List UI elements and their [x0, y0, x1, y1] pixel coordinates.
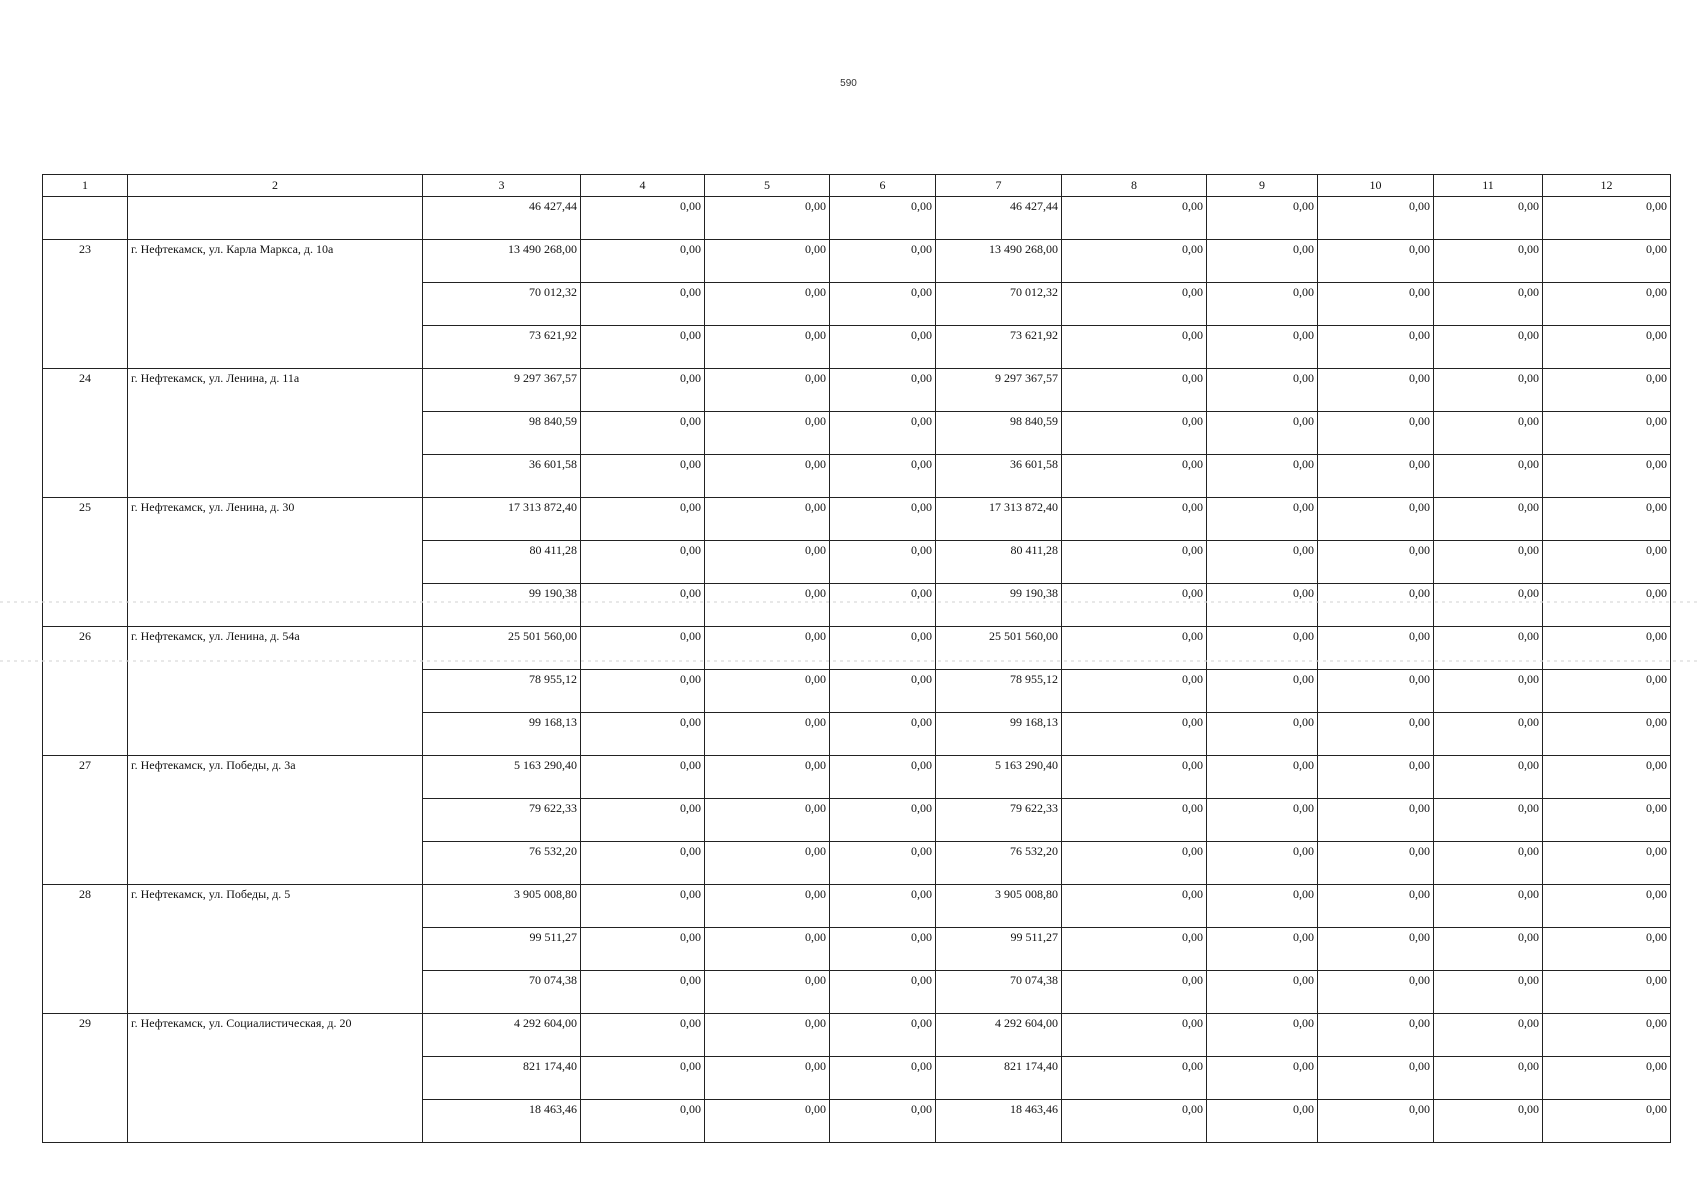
value-cell: 25 501 560,00	[936, 627, 1062, 670]
value-cell: 0,00	[705, 1100, 830, 1143]
value-cell: 0,00	[1434, 455, 1543, 498]
value-cell: 46 427,44	[936, 197, 1062, 240]
value-cell: 0,00	[1062, 1014, 1207, 1057]
scan-artifact	[0, 601, 1697, 603]
value-cell: 0,00	[830, 240, 936, 283]
value-cell: 0,00	[705, 197, 830, 240]
value-cell: 0,00	[1207, 455, 1318, 498]
value-cell: 0,00	[705, 240, 830, 283]
value-cell: 0,00	[1434, 1014, 1543, 1057]
value-cell: 0,00	[1543, 627, 1671, 670]
value-cell: 0,00	[705, 670, 830, 713]
value-cell: 0,00	[1062, 240, 1207, 283]
value-cell: 0,00	[830, 799, 936, 842]
value-cell: 0,00	[1434, 541, 1543, 584]
address-cell: г. Нефтекамск, ул. Победы, д. 5	[128, 885, 423, 1014]
value-cell: 0,00	[1543, 928, 1671, 971]
value-cell: 0,00	[830, 670, 936, 713]
value-cell: 0,00	[1062, 1057, 1207, 1100]
value-cell: 0,00	[1434, 670, 1543, 713]
value-cell: 0,00	[1062, 369, 1207, 412]
value-cell: 0,00	[830, 412, 936, 455]
column-header: 4	[581, 175, 705, 197]
index-cell: 27	[43, 756, 128, 885]
value-cell: 36 601,58	[423, 455, 581, 498]
value-cell: 0,00	[1434, 326, 1543, 369]
value-cell: 0,00	[581, 240, 705, 283]
index-cell	[43, 197, 128, 240]
value-cell: 0,00	[1207, 670, 1318, 713]
value-cell: 18 463,46	[936, 1100, 1062, 1143]
carry-over-row	[43, 197, 1671, 240]
value-cell: 0,00	[1318, 584, 1434, 627]
value-cell: 73 621,92	[423, 326, 581, 369]
value-cell: 46 427,44	[423, 197, 581, 240]
value-cell: 0,00	[830, 326, 936, 369]
column-header: 12	[1543, 175, 1671, 197]
address-cell: г. Нефтекамск, ул. Ленина, д. 11а	[128, 369, 423, 498]
address-cell: г. Нефтекамск, ул. Карла Маркса, д. 10а	[128, 240, 423, 369]
value-cell: 0,00	[1062, 670, 1207, 713]
value-cell: 0,00	[581, 584, 705, 627]
value-cell: 0,00	[830, 1057, 936, 1100]
value-cell: 0,00	[830, 197, 936, 240]
value-cell: 0,00	[1207, 1100, 1318, 1143]
value-cell: 0,00	[1318, 412, 1434, 455]
value-cell: 13 490 268,00	[936, 240, 1062, 283]
value-cell: 0,00	[1207, 799, 1318, 842]
value-cell: 79 622,33	[423, 799, 581, 842]
index-cell: 24	[43, 369, 128, 498]
value-cell: 0,00	[1318, 971, 1434, 1014]
value-cell: 0,00	[1543, 197, 1671, 240]
value-cell: 80 411,28	[423, 541, 581, 584]
value-cell: 0,00	[1207, 1057, 1318, 1100]
value-cell: 0,00	[1543, 1014, 1671, 1057]
value-cell: 0,00	[1434, 283, 1543, 326]
column-header: 9	[1207, 175, 1318, 197]
value-cell: 99 168,13	[936, 713, 1062, 756]
index-cell: 26	[43, 627, 128, 756]
scan-artifact	[0, 660, 1697, 662]
value-cell: 0,00	[830, 369, 936, 412]
value-cell: 0,00	[1207, 240, 1318, 283]
value-cell: 0,00	[1318, 928, 1434, 971]
value-cell: 0,00	[705, 713, 830, 756]
value-cell: 0,00	[1434, 928, 1543, 971]
value-cell: 0,00	[1318, 627, 1434, 670]
index-cell: 25	[43, 498, 128, 627]
value-cell: 0,00	[1318, 498, 1434, 541]
value-cell: 0,00	[581, 1014, 705, 1057]
value-cell: 17 313 872,40	[936, 498, 1062, 541]
value-cell: 0,00	[1318, 885, 1434, 928]
value-cell: 0,00	[705, 627, 830, 670]
column-header: 5	[705, 175, 830, 197]
value-cell: 0,00	[581, 928, 705, 971]
value-cell: 0,00	[830, 455, 936, 498]
value-cell: 78 955,12	[423, 670, 581, 713]
value-cell: 0,00	[1318, 326, 1434, 369]
value-cell: 99 190,38	[936, 584, 1062, 627]
value-cell: 0,00	[1062, 842, 1207, 885]
value-cell: 0,00	[1543, 670, 1671, 713]
address-cell: г. Нефтекамск, ул. Ленина, д. 54а	[128, 627, 423, 756]
value-cell: 0,00	[1434, 842, 1543, 885]
table-row	[43, 369, 1671, 412]
value-cell: 0,00	[705, 412, 830, 455]
value-cell: 70 012,32	[423, 283, 581, 326]
value-cell: 0,00	[1434, 885, 1543, 928]
value-cell: 0,00	[1062, 412, 1207, 455]
value-cell: 79 622,33	[936, 799, 1062, 842]
value-cell: 0,00	[830, 1100, 936, 1143]
value-cell: 0,00	[581, 713, 705, 756]
value-cell: 0,00	[1062, 799, 1207, 842]
value-cell: 99 511,27	[423, 928, 581, 971]
value-cell: 0,00	[1318, 197, 1434, 240]
table-row	[43, 756, 1671, 799]
value-cell: 73 621,92	[936, 326, 1062, 369]
address-cell: г. Нефтекамск, ул. Социалистическая, д. 20	[128, 1014, 423, 1143]
value-cell: 0,00	[1318, 799, 1434, 842]
value-cell: 0,00	[1062, 498, 1207, 541]
value-cell: 0,00	[1543, 369, 1671, 412]
value-cell: 0,00	[705, 756, 830, 799]
value-cell: 98 840,59	[936, 412, 1062, 455]
value-cell: 0,00	[1434, 240, 1543, 283]
value-cell: 3 905 008,80	[936, 885, 1062, 928]
address-cell: г. Нефтекамск, ул. Ленина, д. 30	[128, 498, 423, 627]
value-cell: 0,00	[581, 842, 705, 885]
value-cell: 0,00	[1434, 584, 1543, 627]
value-cell: 0,00	[581, 326, 705, 369]
table-row	[43, 498, 1671, 541]
value-cell: 0,00	[1543, 885, 1671, 928]
value-cell: 9 297 367,57	[936, 369, 1062, 412]
value-cell: 0,00	[1318, 283, 1434, 326]
value-cell: 0,00	[1062, 627, 1207, 670]
value-cell: 0,00	[1318, 756, 1434, 799]
value-cell: 0,00	[1543, 584, 1671, 627]
value-cell: 0,00	[1207, 283, 1318, 326]
value-cell: 0,00	[830, 928, 936, 971]
value-cell: 0,00	[1434, 799, 1543, 842]
value-cell: 0,00	[1318, 670, 1434, 713]
value-cell: 0,00	[1207, 627, 1318, 670]
value-cell: 0,00	[1207, 326, 1318, 369]
value-cell: 0,00	[1318, 842, 1434, 885]
value-cell: 0,00	[830, 842, 936, 885]
value-cell: 0,00	[1434, 627, 1543, 670]
value-cell: 0,00	[1207, 971, 1318, 1014]
value-cell: 0,00	[1434, 369, 1543, 412]
column-header: 8	[1062, 175, 1207, 197]
value-cell: 0,00	[830, 627, 936, 670]
value-cell: 0,00	[1434, 756, 1543, 799]
value-cell: 0,00	[581, 885, 705, 928]
value-cell: 0,00	[581, 541, 705, 584]
value-cell: 0,00	[1207, 756, 1318, 799]
value-cell: 0,00	[581, 670, 705, 713]
value-cell: 0,00	[830, 584, 936, 627]
value-cell: 0,00	[1318, 1057, 1434, 1100]
value-cell: 0,00	[1434, 498, 1543, 541]
value-cell: 99 190,38	[423, 584, 581, 627]
value-cell: 0,00	[1543, 455, 1671, 498]
value-cell: 76 532,20	[423, 842, 581, 885]
value-cell: 76 532,20	[936, 842, 1062, 885]
value-cell: 0,00	[1318, 455, 1434, 498]
value-cell: 0,00	[1543, 1057, 1671, 1100]
value-cell: 4 292 604,00	[936, 1014, 1062, 1057]
value-cell: 9 297 367,57	[423, 369, 581, 412]
address-cell: г. Нефтекамск, ул. Победы, д. 3а	[128, 756, 423, 885]
value-cell: 0,00	[1318, 1014, 1434, 1057]
value-cell: 0,00	[581, 412, 705, 455]
value-cell: 0,00	[581, 369, 705, 412]
value-cell: 0,00	[1543, 842, 1671, 885]
value-cell: 0,00	[581, 799, 705, 842]
value-cell: 70 074,38	[423, 971, 581, 1014]
value-cell: 0,00	[830, 1014, 936, 1057]
index-cell: 29	[43, 1014, 128, 1143]
value-cell: 0,00	[830, 498, 936, 541]
column-header: 7	[936, 175, 1062, 197]
value-cell: 0,00	[581, 1100, 705, 1143]
value-cell: 0,00	[705, 369, 830, 412]
value-cell: 0,00	[1434, 412, 1543, 455]
value-cell: 3 905 008,80	[423, 885, 581, 928]
value-cell: 0,00	[1543, 283, 1671, 326]
value-cell: 0,00	[1318, 240, 1434, 283]
table-row	[43, 240, 1671, 283]
address-cell	[128, 197, 423, 240]
value-cell: 4 292 604,00	[423, 1014, 581, 1057]
page-number: 590	[840, 78, 857, 89]
value-cell: 0,00	[1062, 326, 1207, 369]
value-cell: 0,00	[1543, 971, 1671, 1014]
value-cell: 0,00	[1318, 1100, 1434, 1143]
value-cell: 0,00	[1434, 197, 1543, 240]
value-cell: 5 163 290,40	[423, 756, 581, 799]
value-cell: 0,00	[581, 627, 705, 670]
value-cell: 17 313 872,40	[423, 498, 581, 541]
value-cell: 0,00	[1318, 369, 1434, 412]
value-cell: 0,00	[705, 842, 830, 885]
value-cell: 0,00	[1207, 412, 1318, 455]
value-cell: 0,00	[705, 455, 830, 498]
value-cell: 0,00	[1207, 541, 1318, 584]
value-cell: 0,00	[705, 1057, 830, 1100]
value-cell: 0,00	[705, 1014, 830, 1057]
table-row	[43, 1014, 1671, 1057]
value-cell: 0,00	[581, 1057, 705, 1100]
value-cell: 0,00	[1434, 713, 1543, 756]
value-cell: 0,00	[581, 455, 705, 498]
value-cell: 70 012,32	[936, 283, 1062, 326]
value-cell: 0,00	[705, 928, 830, 971]
value-cell: 78 955,12	[936, 670, 1062, 713]
value-cell: 0,00	[830, 541, 936, 584]
value-cell: 0,00	[1543, 541, 1671, 584]
value-cell: 0,00	[1207, 842, 1318, 885]
table-row	[43, 885, 1671, 928]
value-cell: 0,00	[1207, 928, 1318, 971]
value-cell: 0,00	[705, 885, 830, 928]
value-cell: 0,00	[1318, 713, 1434, 756]
value-cell: 0,00	[830, 756, 936, 799]
value-cell: 0,00	[705, 971, 830, 1014]
value-cell: 0,00	[581, 971, 705, 1014]
table-row	[43, 627, 1671, 670]
value-cell: 0,00	[1207, 885, 1318, 928]
value-cell: 0,00	[1543, 1100, 1671, 1143]
value-cell: 0,00	[1543, 498, 1671, 541]
value-cell: 0,00	[1062, 283, 1207, 326]
value-cell: 0,00	[1207, 713, 1318, 756]
value-cell: 0,00	[1062, 197, 1207, 240]
value-cell: 0,00	[581, 498, 705, 541]
value-cell: 0,00	[1543, 756, 1671, 799]
value-cell: 99 168,13	[423, 713, 581, 756]
header-row	[43, 175, 1671, 197]
value-cell: 0,00	[1318, 541, 1434, 584]
value-cell: 0,00	[1434, 971, 1543, 1014]
value-cell: 80 411,28	[936, 541, 1062, 584]
index-cell: 28	[43, 885, 128, 1014]
value-cell: 0,00	[705, 326, 830, 369]
value-cell: 0,00	[1062, 713, 1207, 756]
value-cell: 0,00	[1062, 541, 1207, 584]
column-header: 10	[1318, 175, 1434, 197]
value-cell: 5 163 290,40	[936, 756, 1062, 799]
value-cell: 0,00	[830, 885, 936, 928]
value-cell: 0,00	[1062, 1100, 1207, 1143]
value-cell: 98 840,59	[423, 412, 581, 455]
value-cell: 0,00	[1434, 1057, 1543, 1100]
value-cell: 0,00	[1434, 1100, 1543, 1143]
value-cell: 0,00	[830, 283, 936, 326]
value-cell: 36 601,58	[936, 455, 1062, 498]
column-header: 6	[830, 175, 936, 197]
value-cell: 0,00	[1062, 455, 1207, 498]
value-cell: 0,00	[1207, 1014, 1318, 1057]
value-cell: 0,00	[1543, 713, 1671, 756]
value-cell: 0,00	[830, 971, 936, 1014]
value-cell: 0,00	[1543, 240, 1671, 283]
value-cell: 0,00	[581, 197, 705, 240]
value-cell: 0,00	[1543, 326, 1671, 369]
value-cell: 0,00	[830, 713, 936, 756]
value-cell: 13 490 268,00	[423, 240, 581, 283]
value-cell: 0,00	[705, 541, 830, 584]
value-cell: 821 174,40	[936, 1057, 1062, 1100]
value-cell: 0,00	[705, 799, 830, 842]
value-cell: 0,00	[1062, 928, 1207, 971]
value-cell: 0,00	[705, 584, 830, 627]
value-cell: 0,00	[1207, 197, 1318, 240]
value-cell: 99 511,27	[936, 928, 1062, 971]
value-cell: 0,00	[1062, 885, 1207, 928]
value-cell: 0,00	[1207, 584, 1318, 627]
column-header: 11	[1434, 175, 1543, 197]
value-cell: 0,00	[1062, 584, 1207, 627]
value-cell: 18 463,46	[423, 1100, 581, 1143]
column-header: 1	[43, 175, 128, 197]
column-header: 2	[128, 175, 423, 197]
value-cell: 0,00	[581, 756, 705, 799]
column-header: 3	[423, 175, 581, 197]
value-cell: 25 501 560,00	[423, 627, 581, 670]
index-cell: 23	[43, 240, 128, 369]
value-cell: 0,00	[1062, 756, 1207, 799]
value-cell: 70 074,38	[936, 971, 1062, 1014]
value-cell: 0,00	[705, 498, 830, 541]
value-cell: 821 174,40	[423, 1057, 581, 1100]
budget-table	[42, 174, 1671, 1143]
value-cell: 0,00	[1543, 412, 1671, 455]
value-cell: 0,00	[1062, 971, 1207, 1014]
value-cell: 0,00	[705, 283, 830, 326]
value-cell: 0,00	[581, 283, 705, 326]
value-cell: 0,00	[1207, 498, 1318, 541]
value-cell: 0,00	[1207, 369, 1318, 412]
value-cell: 0,00	[1543, 799, 1671, 842]
